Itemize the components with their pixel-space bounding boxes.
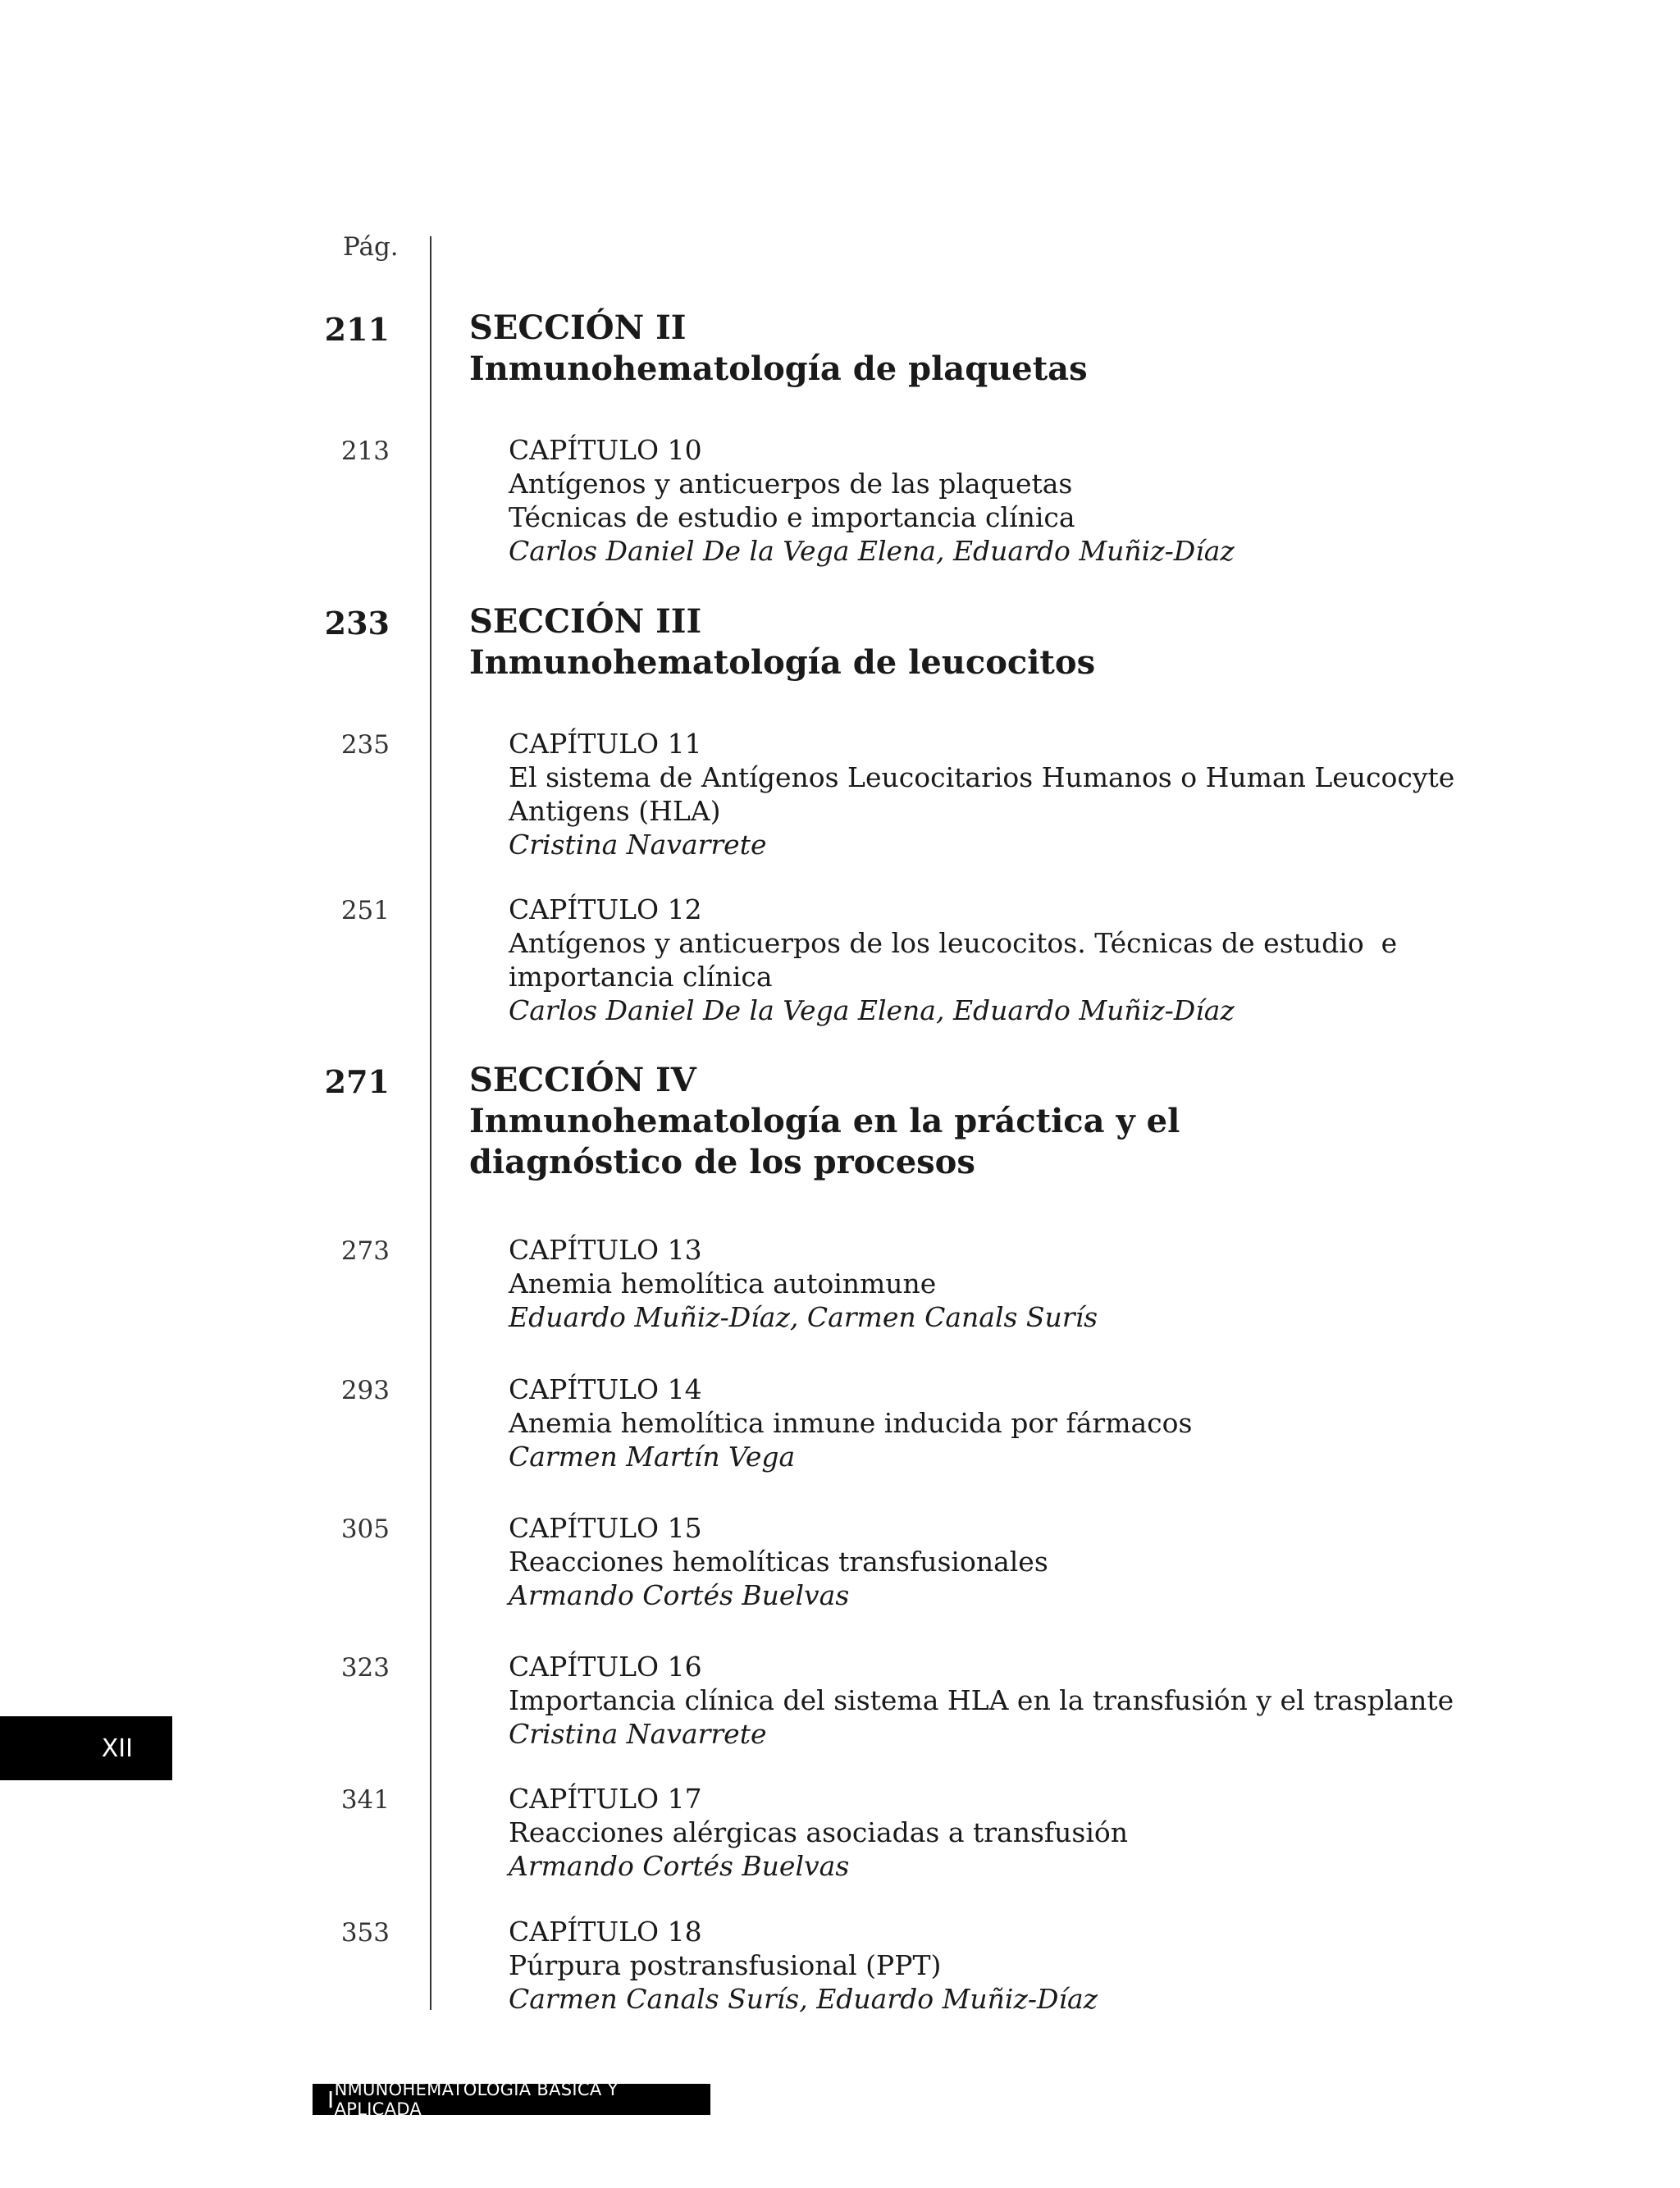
chapter-authors: Eduardo Muñiz-Díaz, Carmen Canals Surís bbox=[509, 1301, 1098, 1333]
chapter-block bbox=[509, 433, 1477, 568]
footer-title: NMUNOHEMATOLOGÍA BÁSICA Y APLICADA bbox=[334, 2080, 619, 2119]
chapter-authors: Cristina Navarrete bbox=[509, 829, 767, 861]
toc-page-number: 211 bbox=[324, 311, 390, 348]
chapter-title-line: El sistema de Antígenos Leucocitarios Humanos o Human Leucocyte bbox=[509, 761, 1455, 793]
section-title-line: diagnóstico de los procesos bbox=[469, 1143, 975, 1181]
chapter-block bbox=[509, 1511, 1477, 1612]
vertical-divider bbox=[430, 236, 431, 2010]
chapter-title-line: Púrpura postransfusional (PPT) bbox=[509, 1949, 942, 1981]
section-title: Inmunohematología de plaquetas bbox=[469, 349, 1088, 388]
chapter-block bbox=[509, 1233, 1477, 1334]
chapter-block bbox=[509, 1915, 1477, 2016]
chapter-block bbox=[509, 1373, 1477, 1473]
section-heading bbox=[469, 601, 1208, 683]
chapter-label: CAPÍTULO 12 bbox=[509, 893, 702, 925]
chapter-authors: Carmen Martín Vega bbox=[509, 1441, 796, 1473]
toc-page-number: 251 bbox=[340, 896, 390, 925]
section-label: SECCIÓN IV bbox=[469, 1061, 696, 1099]
chapter-title-line: Importancia clínica del sistema HLA en la transfusión y el trasplante bbox=[509, 1684, 1454, 1716]
footer-initial: I bbox=[327, 2085, 335, 2113]
section-heading bbox=[469, 1060, 1208, 1183]
chapter-title-line: importancia clínica bbox=[509, 961, 773, 993]
toc-page-number: 233 bbox=[324, 605, 390, 642]
chapter-authors: Carmen Canals Surís, Eduardo Muñiz-Díaz bbox=[509, 1983, 1098, 2015]
toc-page-number: 271 bbox=[324, 1063, 390, 1100]
section-heading bbox=[469, 308, 1208, 390]
roman-page-number: XII bbox=[101, 1733, 133, 1763]
toc-page-number: 213 bbox=[340, 436, 390, 466]
toc-page-number: 305 bbox=[340, 1514, 390, 1544]
chapter-block bbox=[509, 727, 1477, 861]
chapter-title-line: Antigens (HLA) bbox=[509, 795, 721, 827]
chapter-authors: Armando Cortés Buelvas bbox=[509, 1850, 850, 1882]
chapter-label: CAPÍTULO 11 bbox=[509, 728, 702, 760]
toc-page-number: 353 bbox=[340, 1918, 390, 1948]
chapter-authors: Carlos Daniel De la Vega Elena, Eduardo Muñiz-Díaz bbox=[509, 535, 1235, 567]
chapter-label: CAPÍTULO 10 bbox=[509, 434, 702, 466]
chapter-title-line: Antígenos y anticuerpos de los leucocitos. Técnicas de estudio e bbox=[509, 927, 1398, 959]
chapter-title-line: Anemia hemolítica inmune inducida por fármacos bbox=[509, 1407, 1193, 1439]
chapter-label: CAPÍTULO 15 bbox=[509, 1512, 702, 1544]
toc-page-number: 341 bbox=[340, 1785, 390, 1815]
toc-page-number: 293 bbox=[340, 1376, 390, 1405]
chapter-block bbox=[509, 1650, 1477, 1751]
chapter-block bbox=[509, 893, 1477, 1027]
toc-page-number: 235 bbox=[340, 730, 390, 760]
section-title-line: Inmunohematología en la práctica y el bbox=[469, 1102, 1180, 1140]
running-footer bbox=[313, 2080, 710, 2119]
chapter-title-line: Técnicas de estudio e importancia clínica bbox=[509, 501, 1075, 533]
chapter-label: CAPÍTULO 13 bbox=[509, 1234, 702, 1266]
toc-page-number: 273 bbox=[340, 1236, 390, 1266]
chapter-label: CAPÍTULO 16 bbox=[509, 1651, 702, 1683]
chapter-block bbox=[509, 1782, 1477, 1883]
chapter-title-line: Reacciones alérgicas asociadas a transfusión bbox=[509, 1816, 1128, 1848]
toc-page-number: 323 bbox=[340, 1653, 390, 1683]
page-column-label: Pág. bbox=[343, 232, 399, 262]
chapter-title-line: Reacciones hemolíticas transfusionales bbox=[509, 1546, 1048, 1578]
section-label: SECCIÓN II bbox=[469, 308, 687, 347]
section-title: Inmunohematología de leucocitos bbox=[469, 643, 1096, 682]
chapter-label: CAPÍTULO 18 bbox=[509, 1916, 702, 1948]
page-number-tab bbox=[0, 1716, 172, 1780]
chapter-title-line: Anemia hemolítica autoinmune bbox=[509, 1268, 937, 1300]
chapter-label: CAPÍTULO 14 bbox=[509, 1373, 702, 1405]
chapter-authors: Cristina Navarrete bbox=[509, 1718, 767, 1750]
section-label: SECCIÓN III bbox=[469, 602, 702, 641]
chapter-label: CAPÍTULO 17 bbox=[509, 1783, 702, 1815]
chapter-authors: Armando Cortés Buelvas bbox=[509, 1579, 850, 1611]
chapter-authors: Carlos Daniel De la Vega Elena, Eduardo Muñiz-Díaz bbox=[509, 994, 1235, 1026]
chapter-title-line: Antígenos y anticuerpos de las plaquetas bbox=[509, 468, 1073, 500]
